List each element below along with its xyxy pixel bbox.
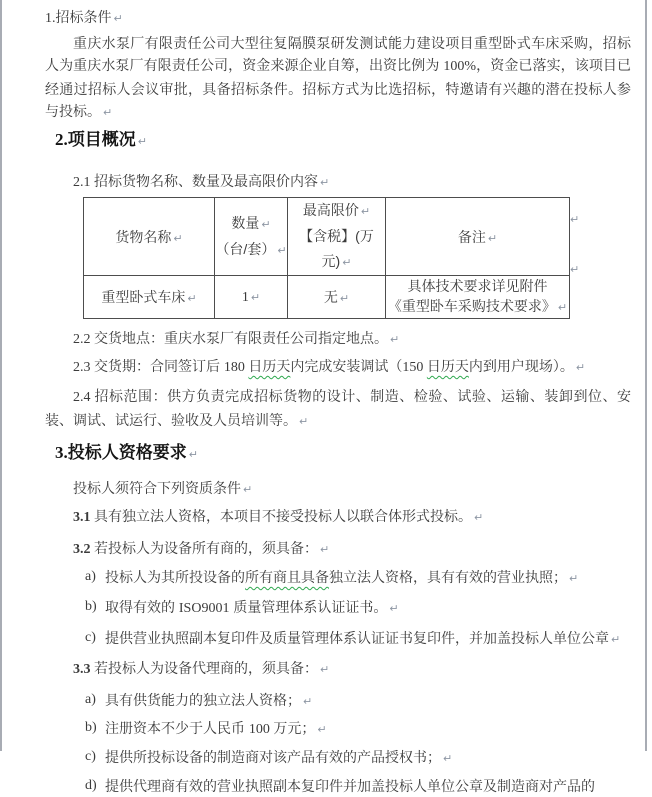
paragraph-mark-icon: ↵	[187, 292, 197, 305]
text-run: 招标条件	[55, 9, 112, 25]
section1-paragraph	[45, 32, 631, 124]
paragraph-mark-icon: ↵	[570, 213, 580, 226]
goods-table-data-row	[84, 276, 570, 319]
text-run: 3.	[55, 443, 68, 462]
text-run: 若投标人为设备代理商的，须具备：	[94, 660, 318, 676]
paragraph-mark-icon: ↵	[188, 448, 198, 461]
goods-table	[83, 197, 570, 319]
text-run: 100	[248, 722, 274, 737]
paragraph-mark-icon: ↵	[277, 243, 287, 257]
list-item-text	[105, 569, 578, 585]
section3-heading	[45, 441, 631, 467]
paragraph-mark-icon: ↵	[342, 256, 352, 269]
text-run: 提供营业执照副本复印件及质量管理体系认证证书复印件，并加盖投标人单位公章	[105, 630, 609, 646]
paragraph-mark-icon: ↵	[339, 292, 350, 305]
paragraph-mark-icon: ↵	[243, 483, 253, 496]
text-run: 2.3	[73, 360, 94, 375]
header-goods-name: 货物名称 ↵	[84, 198, 215, 276]
clause-3-1	[45, 505, 631, 529]
text-run: 具有独立法人资格，本项目不接受投标人以联合体形式投标。	[94, 508, 472, 524]
paragraph-mark-icon: ↵	[389, 602, 399, 615]
paragraph-mark-icon: ↵	[575, 361, 586, 374]
text-run: 若投标人为设备所有商的，须具备：	[94, 540, 318, 556]
section2-heading	[45, 128, 631, 154]
text-run: 取得有效的	[105, 599, 179, 615]
text-run: 2.1	[73, 175, 94, 190]
list-marker: a)	[85, 569, 96, 584]
header-quantity: 数量 ↵ （台/套） ↵	[215, 198, 288, 276]
text-run: 项目概况	[67, 130, 136, 149]
list-marker: c)	[85, 630, 96, 645]
paragraph-mark-icon: ↵	[303, 695, 313, 708]
text-run: 180	[223, 360, 249, 375]
text-run: 万元；	[273, 720, 316, 736]
paragraph-mark-icon: ↵	[173, 231, 183, 245]
clause-2-1	[45, 170, 631, 194]
page-left-edge	[0, 0, 2, 751]
text-run: ISO9001	[178, 601, 230, 616]
list-item-text	[105, 720, 327, 736]
goods-table-header-row	[84, 198, 570, 276]
paragraph-mark-icon: ↵	[113, 12, 123, 25]
text-run: 150	[402, 360, 427, 375]
text-run: 投标人为其所投设备的	[105, 569, 245, 585]
list-item-3-3-b	[45, 717, 631, 741]
text-run: 招标范围：供方负责完成招标货物的设计、制造、检验、试验、运输、装卸到位、安装、调试、试运行、验收及人员培训等。	[45, 388, 631, 428]
header-max-price: 最高限价 ↵ 【含税】(万元) ↵	[288, 198, 386, 276]
text-run: 1.	[45, 11, 56, 26]
paragraph-mark-icon: ↵	[320, 543, 330, 556]
paragraph-mark-icon: ↵	[557, 301, 568, 314]
list-item-3-3-a	[45, 689, 631, 713]
paragraph-mark-icon: ↵	[261, 217, 271, 231]
list-item-3-2-b	[45, 596, 631, 620]
text-run: 投标人资格要求	[67, 443, 187, 462]
paragraph-mark-icon: ↵	[250, 291, 261, 304]
list-marker: b)	[85, 599, 97, 614]
document-content	[45, 6, 631, 797]
clause-2-3	[45, 355, 631, 379]
paragraph-mark-icon: ↵	[569, 572, 579, 585]
clause-2-2	[45, 327, 631, 351]
text-run: 日历天	[248, 358, 291, 374]
text-run: 所有商且具备	[245, 569, 329, 585]
list-marker: c)	[85, 749, 96, 764]
list-marker: b)	[85, 720, 97, 735]
text-run: 重庆水泵厂有限责任公司大型往复隔膜泵研发测试能力建设项目重型卧式车床采购，招标人为重庆水泵厂有限责任公司，资金来源企业自筹，出资比例为	[45, 35, 631, 73]
paragraph-mark-icon: ↵	[299, 415, 309, 428]
text-run: 注册资本不少于人民币	[105, 720, 249, 736]
text-run: 内完成安装调试（	[290, 358, 403, 374]
list-item-text	[105, 630, 620, 646]
text-run: 日历天	[426, 358, 469, 374]
text-run: ，资金已落实，该项目已经通过招标人会议审批，具备招标条件。招标方式为比选招标，特邀请有兴趣的潜在投标人参与投标。	[45, 57, 632, 119]
text-run: 交货期：合同签订后	[94, 358, 224, 374]
qualification-intro	[45, 477, 631, 501]
cell-remarks: 具体技术要求详见附件 《重型卧车采购技术要求》 ↵	[386, 276, 570, 319]
text-run: 3.2	[73, 542, 94, 557]
paragraph-mark-icon: ↵	[360, 205, 371, 218]
text-run: 100%	[443, 59, 477, 74]
text-run: 交货地点：重庆水泵厂有限责任公司指定地点。	[94, 330, 388, 346]
paragraph-mark-icon: ↵	[390, 333, 400, 346]
paragraph-mark-icon: ↵	[474, 511, 484, 524]
section1-title	[45, 6, 631, 30]
list-item-text	[105, 599, 399, 615]
text-run: 2.4	[73, 390, 95, 405]
paragraph-mark-icon: ↵	[611, 633, 621, 646]
text-run: 具有供货能力的独立法人资格；	[105, 692, 301, 708]
paragraph-mark-icon: ↵	[320, 176, 330, 189]
cell-quantity: 1 ↵	[215, 276, 288, 319]
text-run: 提供所投标设备的制造商对该产品有效的产品授权书；	[105, 749, 441, 765]
text-run: 2.2	[73, 332, 94, 347]
list-item-text	[105, 692, 312, 708]
cell-max-price: 无 ↵	[288, 276, 386, 319]
cell-goods-name: 重型卧式车床 ↵	[84, 276, 215, 319]
paragraph-mark-icon: ↵	[570, 263, 580, 276]
list-item-3-3-d	[45, 775, 631, 797]
list-item-3-3-c	[45, 746, 631, 770]
text-run: 招标货物名称、数量及最高限价内容	[94, 173, 318, 189]
clause-2-4	[45, 385, 631, 433]
goods-table-wrapper	[83, 197, 583, 319]
paragraph-mark-icon: ↵	[103, 106, 113, 119]
paragraph-mark-icon: ↵	[487, 231, 498, 245]
header-remarks: 备注 ↵	[386, 198, 570, 276]
list-item-3-2-a	[45, 566, 631, 590]
paragraph-mark-icon: ↵	[137, 135, 147, 148]
page-right-edge	[645, 0, 647, 751]
text-run: 独立法人资格，具有有效的营业执照；	[329, 569, 567, 585]
paragraph-mark-icon: ↵	[317, 723, 327, 736]
text-run: 提供代理商有效的营业执照副本复印件并加盖投标人单位公章及制造商对产品的	[105, 778, 595, 794]
text-run: 3.3	[73, 662, 94, 677]
paragraph-mark-icon: ↵	[320, 663, 330, 676]
list-marker: d)	[85, 778, 97, 793]
clause-3-3	[45, 657, 631, 681]
text-run: 内到用户现场）。	[468, 358, 574, 374]
text-run: 质量管理体系认证证书。	[229, 599, 388, 615]
text-run: 3.1	[73, 510, 94, 525]
list-item-3-2-c	[45, 627, 631, 651]
list-item-text	[105, 778, 595, 794]
list-marker: a)	[85, 692, 96, 707]
clause-3-2	[45, 537, 631, 561]
text-run: 2.	[55, 130, 68, 149]
paragraph-mark-icon: ↵	[443, 752, 453, 765]
text-run: 投标人须符合下列资质条件	[73, 480, 241, 496]
list-item-text	[105, 749, 452, 765]
